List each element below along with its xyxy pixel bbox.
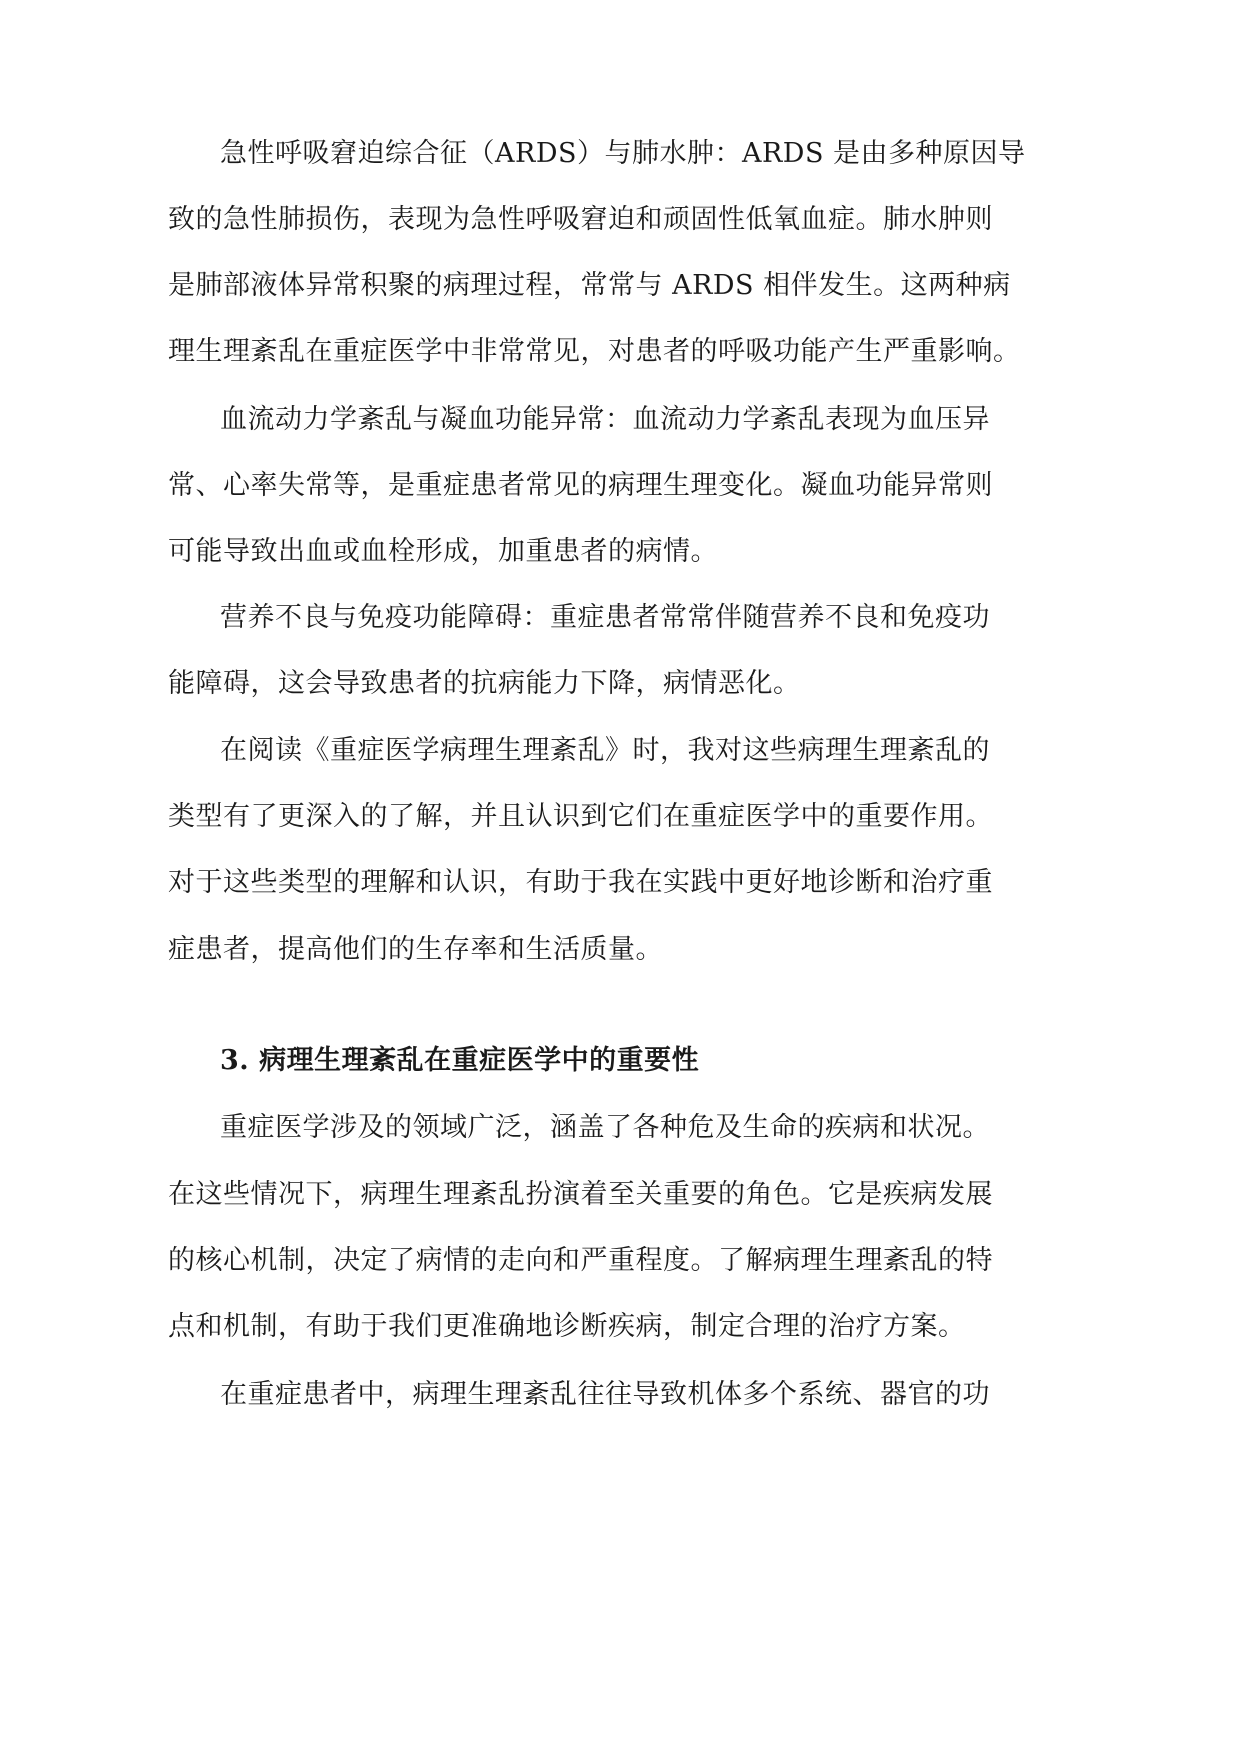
text-line: 血流动力学紊乱与凝血功能异常：血流动力学紊乱表现为血压异 <box>220 404 990 435</box>
text-line: 是肺部液体异常积聚的病理过程，常常与 ARDS 相伴发生。这两种病 <box>168 270 1011 301</box>
text-line: 营养不良与免疫功能障碍：重症患者常常伴随营养不良和免疫功 <box>220 602 990 633</box>
text-line: 重症医学涉及的领域广泛，涵盖了各种危及生命的疾病和状况。 <box>220 1112 990 1143</box>
text-line: 症患者，提高他们的生存率和生活质量。 <box>168 934 663 965</box>
text-line: 在这些情况下，病理生理紊乱扮演着至关重要的角色。它是疾病发展 <box>168 1179 993 1210</box>
text-line: 类型有了更深入的了解，并且认识到它们在重症医学中的重要作用。 <box>168 801 993 832</box>
text-line: 急性呼吸窘迫综合征（ARDS）与肺水肿：ARDS 是由多种原因导 <box>220 138 1026 169</box>
section-heading: 3. 病理生理紊乱在重症医学中的重要性 <box>220 1045 700 1076</box>
text-line: 点和机制，有助于我们更准确地诊断疾病，制定合理的治疗方案。 <box>168 1311 966 1342</box>
text-line: 在重症患者中，病理生理紊乱往往导致机体多个系统、器官的功 <box>220 1379 990 1410</box>
text-line: 的核心机制，决定了病情的走向和严重程度。了解病理生理紊乱的特 <box>168 1245 993 1276</box>
text-line: 对于这些类型的理解和认识，有助于我在实践中更好地诊断和治疗重 <box>168 867 993 898</box>
text-line: 在阅读《重症医学病理生理紊乱》时，我对这些病理生理紊乱的 <box>220 735 990 766</box>
text-line: 可能导致出血或血栓形成，加重患者的病情。 <box>168 536 718 567</box>
text-line: 致的急性肺损伤，表现为急性呼吸窘迫和顽固性低氧血症。肺水肿则 <box>168 204 993 235</box>
text-line: 常、心率失常等，是重症患者常见的病理生理变化。凝血功能异常则 <box>168 470 993 501</box>
text-line: 能障碍，这会导致患者的抗病能力下降，病情恶化。 <box>168 668 801 699</box>
text-line: 理生理紊乱在重症医学中非常常见，对患者的呼吸功能产生严重影响。 <box>168 336 1021 367</box>
